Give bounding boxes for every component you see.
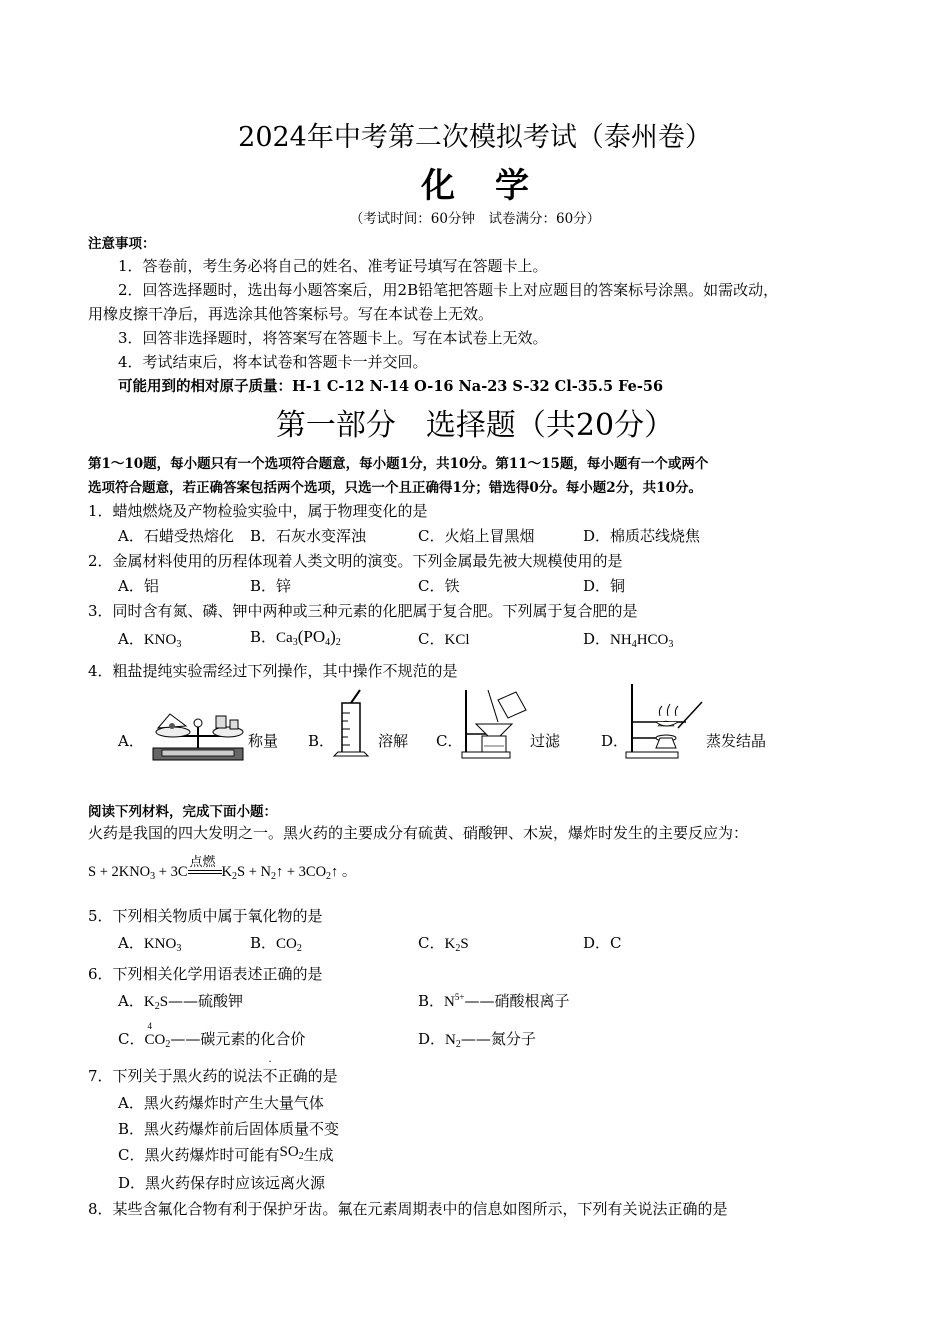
- q3-option-c[interactable]: [418, 628, 470, 649]
- q4-option-b-label[interactable]: B．: [308, 732, 335, 750]
- q3-option-b[interactable]: [250, 626, 341, 648]
- notes-heading: 注意事项：: [88, 236, 156, 252]
- q6-option-c[interactable]: [118, 1021, 306, 1050]
- q4-option-a-label[interactable]: A．: [118, 732, 144, 750]
- formula-ca3po42: $Ca_3(PO_4)_2$: [276, 627, 341, 648]
- q2-option-d[interactable]: D．铜: [583, 577, 626, 595]
- q8-stem: 8．某些含氟化合物有利于保护牙齿。氟在元素周期表中的信息如图所示，下列有关说法正确的是: [88, 1200, 728, 1218]
- instructions-line-1: 第1～10题，每小题只有一个选项符合题意，每小题1分，共10分。第11～15题，每小题有一个或两个: [88, 456, 709, 472]
- instructions-line-2: 选项符合题意，若正确答案包括两个选项，只选一个且正确得1分；错选得0分。每小题2分，共10分。: [88, 480, 702, 496]
- option-description: ——碳元素的化合价: [170, 1030, 306, 1048]
- formula-n2: $N_2$: [445, 1032, 461, 1050]
- balance-scale-icon: [148, 708, 248, 763]
- q7-option-c[interactable]: C．黑火药爆炸时可能有$SO_2$生成: [118, 1144, 334, 1164]
- q5-stem: 5．下列相关物质中属于氧化物的是: [88, 907, 323, 925]
- q4-option-d-label[interactable]: D．: [601, 732, 629, 750]
- formula-kno3: $KNO_3$: [143, 632, 182, 650]
- formula-k2s: $K_2S$: [444, 936, 469, 954]
- note-item-1: 1．答卷前，考生务必将自己的姓名、准考证号填写在答题卡上。: [118, 257, 548, 275]
- q2-option-a[interactable]: A．铝: [118, 577, 159, 595]
- q4-caption-dissolve: 溶解: [378, 732, 409, 750]
- q4-caption-weigh: 称量: [248, 732, 279, 750]
- option-label: D．: [583, 630, 611, 648]
- q6-option-d[interactable]: [418, 1028, 536, 1050]
- option-description: ——氮分子: [460, 1030, 536, 1048]
- q2-option-c[interactable]: C．铁: [418, 577, 460, 595]
- q7-option-b[interactable]: B．黑火药爆炸前后固体质量不变: [118, 1120, 340, 1138]
- q3-option-d[interactable]: [583, 628, 673, 650]
- q3-stem: 3．同时含有氮、磷、钾中两种或三种元素的化肥属于复合肥。下列属于复合肥的是: [88, 602, 638, 620]
- q7-option-a[interactable]: A．黑火药爆炸时产生大量气体: [118, 1094, 324, 1112]
- q6-option-a[interactable]: [118, 990, 243, 1012]
- option-label: A．: [118, 992, 144, 1010]
- formula-kno3: $KNO_3$: [143, 936, 182, 954]
- formula-k2s: $K_2S$: [143, 994, 169, 1012]
- q6-stem: 6．下列相关化学用语表述正确的是: [88, 965, 323, 983]
- reaction-arrow: [188, 854, 222, 878]
- option-label: A．: [118, 630, 144, 648]
- q1-option-d[interactable]: D．棉质芯线烧焦: [583, 527, 701, 545]
- note-item-2: 2．回答选择题时，选出每小题答案后，用2B铅笔把答题卡上对应题目的答案标号涂黑。如需改动，: [118, 281, 779, 299]
- q2-stem: 2．金属材料使用的历程体现着人类文明的演变。下列金属最先被大规模使用的是: [88, 552, 623, 570]
- q5-option-a[interactable]: [118, 932, 181, 954]
- q7-option-d[interactable]: D．黑火药保存时应该远离火源: [118, 1174, 326, 1192]
- q5-option-b[interactable]: [250, 932, 302, 954]
- q1-stem: 1．蜡烛燃烧及产物检验实验中，属于物理变化的是: [88, 502, 428, 520]
- q4-caption-filter: 过滤: [530, 732, 561, 750]
- exam-info: （考试时间：60分钟 试卷满分：60分）: [349, 211, 601, 227]
- q4-caption-evaporate: 蒸发结晶: [706, 732, 767, 750]
- formula-so2: $SO_2$: [279, 1144, 304, 1162]
- q1-option-b[interactable]: B．石灰水变浑浊: [250, 527, 367, 545]
- filtration-setup-icon: [458, 686, 533, 760]
- note-item-2-cont: 用橡皮擦干净后，再选涂其他答案标号。写在本试卷上无效。: [88, 305, 494, 323]
- exam-title: 2024年中考第二次模拟考试（泰州卷）: [238, 122, 712, 153]
- subject-title: 化学: [421, 166, 569, 206]
- formula-co2: $CO_2$: [276, 936, 302, 954]
- emphasis-dot: 不 ·: [262, 1057, 278, 1085]
- q1-option-c[interactable]: C．火焰上冒黑烟: [418, 527, 535, 545]
- q5-option-c[interactable]: [418, 932, 469, 954]
- graduated-cylinder-icon: [330, 688, 375, 760]
- option-label: A．: [118, 934, 144, 952]
- formula-co2-valence: 4 $CO_2$: [144, 1021, 171, 1050]
- note-item-4: 4．考试结束后，将本试卷和答题卡一并交回。: [118, 353, 428, 371]
- q4-option-c-label[interactable]: C．: [436, 732, 463, 750]
- q1-option-a[interactable]: A．石蜡受热熔化: [118, 527, 234, 545]
- q5-option-d[interactable]: D．C: [583, 934, 622, 952]
- q4-stem: 4．粗盐提纯实验需经过下列操作，其中操作不规范的是: [88, 662, 458, 680]
- option-description: ——硝酸根离子: [464, 992, 570, 1010]
- reading-heading: 阅读下列材料，完成下面小题：: [88, 804, 277, 820]
- option-label: B．: [250, 628, 277, 646]
- option-description: ——硫酸钾: [168, 992, 244, 1010]
- q7-stem: 7．下列关于黑火药的说法不 · 正确的是: [88, 1057, 338, 1085]
- reaction-equation: $S + 2KNO_3 + 3C$ 点燃 $K_2S$ + $N_2↑$ + $3CO_2↑$ 。: [88, 860, 356, 882]
- option-label: D．: [418, 1030, 446, 1048]
- formula-n5plus: $N^{5+}$: [444, 992, 465, 1010]
- option-label: C．: [418, 934, 445, 952]
- option-label: C．: [118, 1030, 145, 1048]
- option-label: B．: [418, 992, 445, 1010]
- atomic-masses: 可能用到的相对原子质量：H-1 C-12 N-14 O-16 Na-23 S-32 Cl-35.5 Fe-56: [118, 378, 664, 395]
- evaporation-setup-icon: [622, 682, 708, 760]
- part-one-title: 第一部分 选择题（共20分）: [275, 408, 675, 443]
- formula-nh4hco3: $NH_4HCO_3$: [610, 632, 674, 650]
- q6-option-b[interactable]: [418, 990, 569, 1011]
- q3-option-a[interactable]: [118, 628, 181, 650]
- option-label: B．: [250, 934, 277, 952]
- option-label: C．: [418, 630, 445, 648]
- note-item-3: 3．回答非选择题时，将答案写在答题卡上。写在本试卷上无效。: [118, 329, 548, 347]
- q2-option-b[interactable]: B．锌: [250, 577, 292, 595]
- reading-text: 火药是我国的四大发明之一。黑火药的主要成分有硫黄、硝酸钾、木炭，爆炸时发生的主要反应为：: [88, 824, 749, 842]
- reaction-condition: 点燃: [189, 854, 216, 870]
- formula-kcl: KCl: [444, 632, 470, 648]
